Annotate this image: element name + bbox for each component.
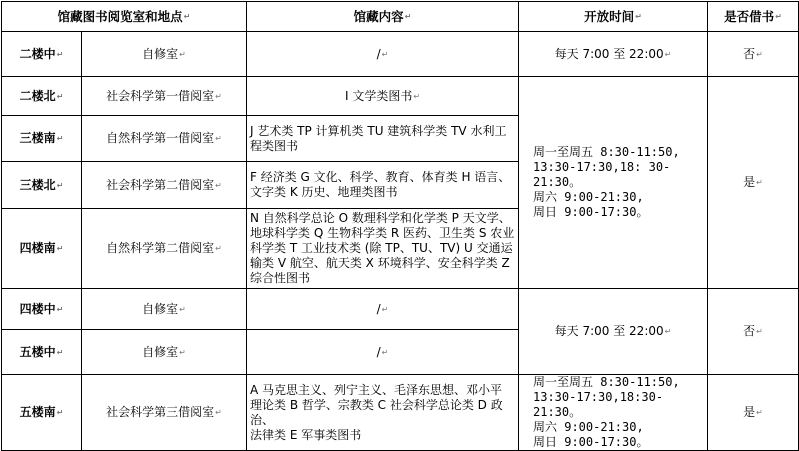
- table-row: [2, 375, 799, 451]
- content-cell: J 艺术类 TP 计算机类 TU 建筑科学类 TV 水利工 程类图书: [247, 116, 519, 162]
- header-row: [2, 2, 799, 32]
- header-collection: 馆藏内容↵: [247, 2, 519, 32]
- hours-cell: 周一至周五 8:30-11:50, 13:30-17:30,18:30-21:30。 周六 9:00-21:30, 周日 9:00-17:30。: [519, 375, 708, 451]
- content-cell: N 自然科学总论 O 数理科学和化学类 P 天文学、 地球科学类 Q 生物科学类 R 医药、卫生类 S 农业 科学类 T 工业技术类 (除 TP、TU、TV) U 交通运 输类 V 航空、航天类 X 环境科学、安全科学类 Z 综合性图书: [247, 209, 519, 289]
- hours-cell: 每天 7:00 至 22:00↵: [519, 32, 708, 77]
- floor-cell: 三楼北↵: [2, 162, 82, 209]
- floor-cell: 五楼中↵: [2, 330, 82, 375]
- room-cell: 社会科学第一借阅室↵: [82, 77, 247, 116]
- content-cell: /↵: [247, 289, 519, 330]
- lending-cell: 是↵: [708, 375, 799, 451]
- floor-cell: 四楼中↵: [2, 289, 82, 330]
- content-cell: /↵: [247, 330, 519, 375]
- floor-cell: 二楼中↵: [2, 32, 82, 77]
- content-cell: A 马克思主义、列宁主义、毛泽东思想、邓小平 理论类 B 哲学、宗教类 C 社会科学总论类 D 政治、 法律类 E 军事类图书: [247, 375, 519, 451]
- floor-cell: 五楼南↵: [2, 375, 82, 451]
- table-row: [2, 32, 799, 77]
- table-row: [2, 77, 799, 116]
- room-cell: 社会科学第三借阅室↵: [82, 375, 247, 451]
- room-cell: 自修室↵: [82, 32, 247, 77]
- header-hours: 开放时间↵: [519, 2, 708, 32]
- hours-cell: 每天 7:00 至 22:00↵: [519, 289, 708, 375]
- hours-cell: 周一至周五 8:30-11:50, 13:30-17:30,18: 30-21:30。 周六 9:00-21:30, 周日 9:00-17:30。: [519, 77, 708, 289]
- lending-cell: 否↵: [708, 289, 799, 375]
- room-cell: 自然科学第二借阅室↵: [82, 209, 247, 289]
- header-lending: 是否借书↵: [708, 2, 799, 32]
- library-schedule-table: [1, 1, 799, 451]
- floor-cell: 四楼南↵: [2, 209, 82, 289]
- content-cell: I 文学类图书↵: [247, 77, 519, 116]
- table-row: [2, 289, 799, 330]
- content-cell: /↵: [247, 32, 519, 77]
- lending-cell: 是↵: [708, 77, 799, 289]
- header-room-location: 馆藏图书阅览室和地点↵: [2, 2, 247, 32]
- room-cell: 社会科学第二借阅室↵: [82, 162, 247, 209]
- floor-cell: 二楼北↵: [2, 77, 82, 116]
- lending-cell: 否↵: [708, 32, 799, 77]
- content-cell: F 经济类 G 文化、科学、教育、体育类 H 语言、 文字类 K 历史、地理类图书: [247, 162, 519, 209]
- floor-cell: 三楼南↵: [2, 116, 82, 162]
- room-cell: 自修室↵: [82, 330, 247, 375]
- room-cell: 自修室↵: [82, 289, 247, 330]
- room-cell: 自然科学第一借阅室↵: [82, 116, 247, 162]
